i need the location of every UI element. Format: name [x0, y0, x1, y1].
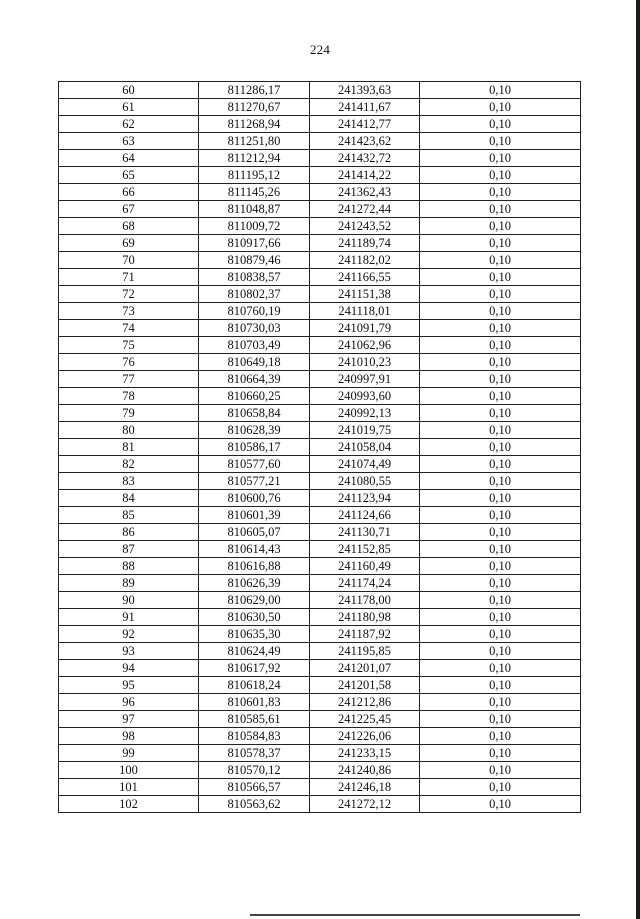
point-number-cell: 66 — [59, 184, 199, 201]
point-number-cell: 91 — [59, 609, 199, 626]
x-coordinate-cell: 811009,72 — [199, 218, 310, 235]
coordinates-table-body — [59, 82, 581, 813]
point-number-cell: 61 — [59, 99, 199, 116]
accuracy-cell: 0,10 — [420, 592, 581, 609]
table-row — [59, 303, 581, 320]
table-row — [59, 490, 581, 507]
y-coordinate-cell: 241166,55 — [310, 269, 420, 286]
table-row — [59, 541, 581, 558]
accuracy-cell: 0,10 — [420, 167, 581, 184]
x-coordinate-cell: 810628,39 — [199, 422, 310, 439]
y-coordinate-cell: 241272,44 — [310, 201, 420, 218]
x-coordinate-cell: 810616,88 — [199, 558, 310, 575]
accuracy-cell: 0,10 — [420, 218, 581, 235]
accuracy-cell: 0,10 — [420, 405, 581, 422]
accuracy-cell: 0,10 — [420, 575, 581, 592]
x-coordinate-cell: 810664,39 — [199, 371, 310, 388]
scan-page-edge — [636, 0, 640, 919]
accuracy-cell: 0,10 — [420, 456, 581, 473]
accuracy-cell: 0,10 — [420, 609, 581, 626]
accuracy-cell: 0,10 — [420, 439, 581, 456]
x-coordinate-cell: 810563,62 — [199, 796, 310, 813]
x-coordinate-cell: 810618,24 — [199, 677, 310, 694]
x-coordinate-cell: 811048,87 — [199, 201, 310, 218]
x-coordinate-cell: 810577,21 — [199, 473, 310, 490]
y-coordinate-cell: 241174,24 — [310, 575, 420, 592]
table-row — [59, 201, 581, 218]
y-coordinate-cell: 241123,94 — [310, 490, 420, 507]
y-coordinate-cell: 241243,52 — [310, 218, 420, 235]
y-coordinate-cell: 241189,74 — [310, 235, 420, 252]
table-row — [59, 286, 581, 303]
point-number-cell: 93 — [59, 643, 199, 660]
y-coordinate-cell: 241246,18 — [310, 779, 420, 796]
point-number-cell: 87 — [59, 541, 199, 558]
point-number-cell: 77 — [59, 371, 199, 388]
accuracy-cell: 0,10 — [420, 320, 581, 337]
y-coordinate-cell: 241187,92 — [310, 626, 420, 643]
point-number-cell: 99 — [59, 745, 199, 762]
x-coordinate-cell: 810566,57 — [199, 779, 310, 796]
y-coordinate-cell: 241118,01 — [310, 303, 420, 320]
accuracy-cell: 0,10 — [420, 269, 581, 286]
x-coordinate-cell: 810601,39 — [199, 507, 310, 524]
y-coordinate-cell: 241080,55 — [310, 473, 420, 490]
x-coordinate-cell: 810601,83 — [199, 694, 310, 711]
point-number-cell: 79 — [59, 405, 199, 422]
y-coordinate-cell: 241393,63 — [310, 82, 420, 99]
accuracy-cell: 0,10 — [420, 133, 581, 150]
y-coordinate-cell: 241411,67 — [310, 99, 420, 116]
y-coordinate-cell: 241423,62 — [310, 133, 420, 150]
x-coordinate-cell: 810760,19 — [199, 303, 310, 320]
y-coordinate-cell: 241152,85 — [310, 541, 420, 558]
x-coordinate-cell: 810879,46 — [199, 252, 310, 269]
y-coordinate-cell: 241124,66 — [310, 507, 420, 524]
y-coordinate-cell: 241432,72 — [310, 150, 420, 167]
point-number-cell: 101 — [59, 779, 199, 796]
accuracy-cell: 0,10 — [420, 524, 581, 541]
x-coordinate-cell: 810660,25 — [199, 388, 310, 405]
table-row — [59, 116, 581, 133]
y-coordinate-cell: 241201,58 — [310, 677, 420, 694]
point-number-cell: 102 — [59, 796, 199, 813]
x-coordinate-cell: 811268,94 — [199, 116, 310, 133]
table-row — [59, 558, 581, 575]
accuracy-cell: 0,10 — [420, 303, 581, 320]
table-row — [59, 524, 581, 541]
y-coordinate-cell: 240997,91 — [310, 371, 420, 388]
x-coordinate-cell: 810617,92 — [199, 660, 310, 677]
point-number-cell: 98 — [59, 728, 199, 745]
point-number-cell: 86 — [59, 524, 199, 541]
x-coordinate-cell: 810605,07 — [199, 524, 310, 541]
y-coordinate-cell: 241182,02 — [310, 252, 420, 269]
accuracy-cell: 0,10 — [420, 201, 581, 218]
table-row — [59, 626, 581, 643]
y-coordinate-cell: 241178,00 — [310, 592, 420, 609]
table-row — [59, 150, 581, 167]
y-coordinate-cell: 240993,60 — [310, 388, 420, 405]
point-number-cell: 74 — [59, 320, 199, 337]
table-row — [59, 473, 581, 490]
bottom-divider-line — [250, 914, 580, 916]
table-row — [59, 456, 581, 473]
x-coordinate-cell: 810626,39 — [199, 575, 310, 592]
point-number-cell: 82 — [59, 456, 199, 473]
y-coordinate-cell: 241160,49 — [310, 558, 420, 575]
table-row — [59, 677, 581, 694]
point-number-cell: 81 — [59, 439, 199, 456]
point-number-cell: 78 — [59, 388, 199, 405]
x-coordinate-cell: 810658,84 — [199, 405, 310, 422]
y-coordinate-cell: 241226,06 — [310, 728, 420, 745]
table-row — [59, 82, 581, 99]
table-row — [59, 252, 581, 269]
accuracy-cell: 0,10 — [420, 507, 581, 524]
accuracy-cell: 0,10 — [420, 728, 581, 745]
table-row — [59, 337, 581, 354]
y-coordinate-cell: 241074,49 — [310, 456, 420, 473]
point-number-cell: 62 — [59, 116, 199, 133]
y-coordinate-cell: 241225,45 — [310, 711, 420, 728]
accuracy-cell: 0,10 — [420, 541, 581, 558]
table-row — [59, 235, 581, 252]
x-coordinate-cell: 810578,37 — [199, 745, 310, 762]
accuracy-cell: 0,10 — [420, 337, 581, 354]
table-row — [59, 643, 581, 660]
x-coordinate-cell: 810630,50 — [199, 609, 310, 626]
x-coordinate-cell: 811195,12 — [199, 167, 310, 184]
y-coordinate-cell: 241019,75 — [310, 422, 420, 439]
x-coordinate-cell: 811145,26 — [199, 184, 310, 201]
point-number-cell: 75 — [59, 337, 199, 354]
y-coordinate-cell: 241201,07 — [310, 660, 420, 677]
table-row — [59, 439, 581, 456]
table-row — [59, 218, 581, 235]
point-number-cell: 64 — [59, 150, 199, 167]
table-row — [59, 99, 581, 116]
accuracy-cell: 0,10 — [420, 745, 581, 762]
table-row — [59, 354, 581, 371]
point-number-cell: 67 — [59, 201, 199, 218]
table-row — [59, 167, 581, 184]
x-coordinate-cell: 810802,37 — [199, 286, 310, 303]
x-coordinate-cell: 810577,60 — [199, 456, 310, 473]
accuracy-cell: 0,10 — [420, 371, 581, 388]
table-row — [59, 694, 581, 711]
accuracy-cell: 0,10 — [420, 677, 581, 694]
table-row — [59, 320, 581, 337]
table-row — [59, 609, 581, 626]
accuracy-cell: 0,10 — [420, 660, 581, 677]
accuracy-cell: 0,10 — [420, 626, 581, 643]
point-number-cell: 60 — [59, 82, 199, 99]
point-number-cell: 89 — [59, 575, 199, 592]
table-row — [59, 762, 581, 779]
point-number-cell: 80 — [59, 422, 199, 439]
y-coordinate-cell: 241091,79 — [310, 320, 420, 337]
accuracy-cell: 0,10 — [420, 762, 581, 779]
table-row — [59, 745, 581, 762]
point-number-cell: 72 — [59, 286, 199, 303]
point-number-cell: 90 — [59, 592, 199, 609]
x-coordinate-cell: 810584,83 — [199, 728, 310, 745]
point-number-cell: 83 — [59, 473, 199, 490]
point-number-cell: 76 — [59, 354, 199, 371]
accuracy-cell: 0,10 — [420, 694, 581, 711]
x-coordinate-cell: 810917,66 — [199, 235, 310, 252]
y-coordinate-cell: 241062,96 — [310, 337, 420, 354]
point-number-cell: 85 — [59, 507, 199, 524]
table-row — [59, 592, 581, 609]
accuracy-cell: 0,10 — [420, 779, 581, 796]
point-number-cell: 73 — [59, 303, 199, 320]
table-row — [59, 184, 581, 201]
accuracy-cell: 0,10 — [420, 558, 581, 575]
accuracy-cell: 0,10 — [420, 473, 581, 490]
x-coordinate-cell: 810614,43 — [199, 541, 310, 558]
x-coordinate-cell: 810586,17 — [199, 439, 310, 456]
table-row — [59, 660, 581, 677]
point-number-cell: 70 — [59, 252, 199, 269]
accuracy-cell: 0,10 — [420, 643, 581, 660]
x-coordinate-cell: 810570,12 — [199, 762, 310, 779]
table-row — [59, 575, 581, 592]
accuracy-cell: 0,10 — [420, 354, 581, 371]
x-coordinate-cell: 810600,76 — [199, 490, 310, 507]
accuracy-cell: 0,10 — [420, 252, 581, 269]
table-row — [59, 507, 581, 524]
point-number-cell: 71 — [59, 269, 199, 286]
x-coordinate-cell: 810635,30 — [199, 626, 310, 643]
y-coordinate-cell: 241240,86 — [310, 762, 420, 779]
point-number-cell: 65 — [59, 167, 199, 184]
table-row — [59, 779, 581, 796]
x-coordinate-cell: 810838,57 — [199, 269, 310, 286]
point-number-cell: 95 — [59, 677, 199, 694]
point-number-cell: 96 — [59, 694, 199, 711]
x-coordinate-cell: 811251,80 — [199, 133, 310, 150]
x-coordinate-cell: 810585,61 — [199, 711, 310, 728]
y-coordinate-cell: 241272,12 — [310, 796, 420, 813]
point-number-cell: 69 — [59, 235, 199, 252]
y-coordinate-cell: 241414,22 — [310, 167, 420, 184]
accuracy-cell: 0,10 — [420, 235, 581, 252]
table-row — [59, 133, 581, 150]
accuracy-cell: 0,10 — [420, 286, 581, 303]
x-coordinate-cell: 810629,00 — [199, 592, 310, 609]
point-number-cell: 100 — [59, 762, 199, 779]
y-coordinate-cell: 241412,77 — [310, 116, 420, 133]
y-coordinate-cell: 241151,38 — [310, 286, 420, 303]
accuracy-cell: 0,10 — [420, 82, 581, 99]
table-row — [59, 796, 581, 813]
accuracy-cell: 0,10 — [420, 422, 581, 439]
table-row — [59, 388, 581, 405]
coordinates-table — [58, 81, 581, 813]
x-coordinate-cell: 811286,17 — [199, 82, 310, 99]
point-number-cell: 84 — [59, 490, 199, 507]
point-number-cell: 94 — [59, 660, 199, 677]
y-coordinate-cell: 241010,23 — [310, 354, 420, 371]
accuracy-cell: 0,10 — [420, 184, 581, 201]
y-coordinate-cell: 241212,86 — [310, 694, 420, 711]
table-row — [59, 269, 581, 286]
table-row — [59, 728, 581, 745]
point-number-cell: 97 — [59, 711, 199, 728]
y-coordinate-cell: 241233,15 — [310, 745, 420, 762]
page-number: 224 — [309, 42, 331, 57]
accuracy-cell: 0,10 — [420, 150, 581, 167]
x-coordinate-cell: 810649,18 — [199, 354, 310, 371]
table-row — [59, 422, 581, 439]
y-coordinate-cell: 241195,85 — [310, 643, 420, 660]
y-coordinate-cell: 241130,71 — [310, 524, 420, 541]
x-coordinate-cell: 810624,49 — [199, 643, 310, 660]
accuracy-cell: 0,10 — [420, 711, 581, 728]
accuracy-cell: 0,10 — [420, 99, 581, 116]
y-coordinate-cell: 241180,98 — [310, 609, 420, 626]
x-coordinate-cell: 811270,67 — [199, 99, 310, 116]
point-number-cell: 68 — [59, 218, 199, 235]
table-row — [59, 405, 581, 422]
point-number-cell: 63 — [59, 133, 199, 150]
y-coordinate-cell: 241058,04 — [310, 439, 420, 456]
y-coordinate-cell: 240992,13 — [310, 405, 420, 422]
point-number-cell: 88 — [59, 558, 199, 575]
accuracy-cell: 0,10 — [420, 116, 581, 133]
point-number-cell: 92 — [59, 626, 199, 643]
accuracy-cell: 0,10 — [420, 796, 581, 813]
y-coordinate-cell: 241362,43 — [310, 184, 420, 201]
accuracy-cell: 0,10 — [420, 490, 581, 507]
x-coordinate-cell: 811212,94 — [199, 150, 310, 167]
table-row — [59, 371, 581, 388]
accuracy-cell: 0,10 — [420, 388, 581, 405]
x-coordinate-cell: 810730,03 — [199, 320, 310, 337]
x-coordinate-cell: 810703,49 — [199, 337, 310, 354]
table-row — [59, 711, 581, 728]
